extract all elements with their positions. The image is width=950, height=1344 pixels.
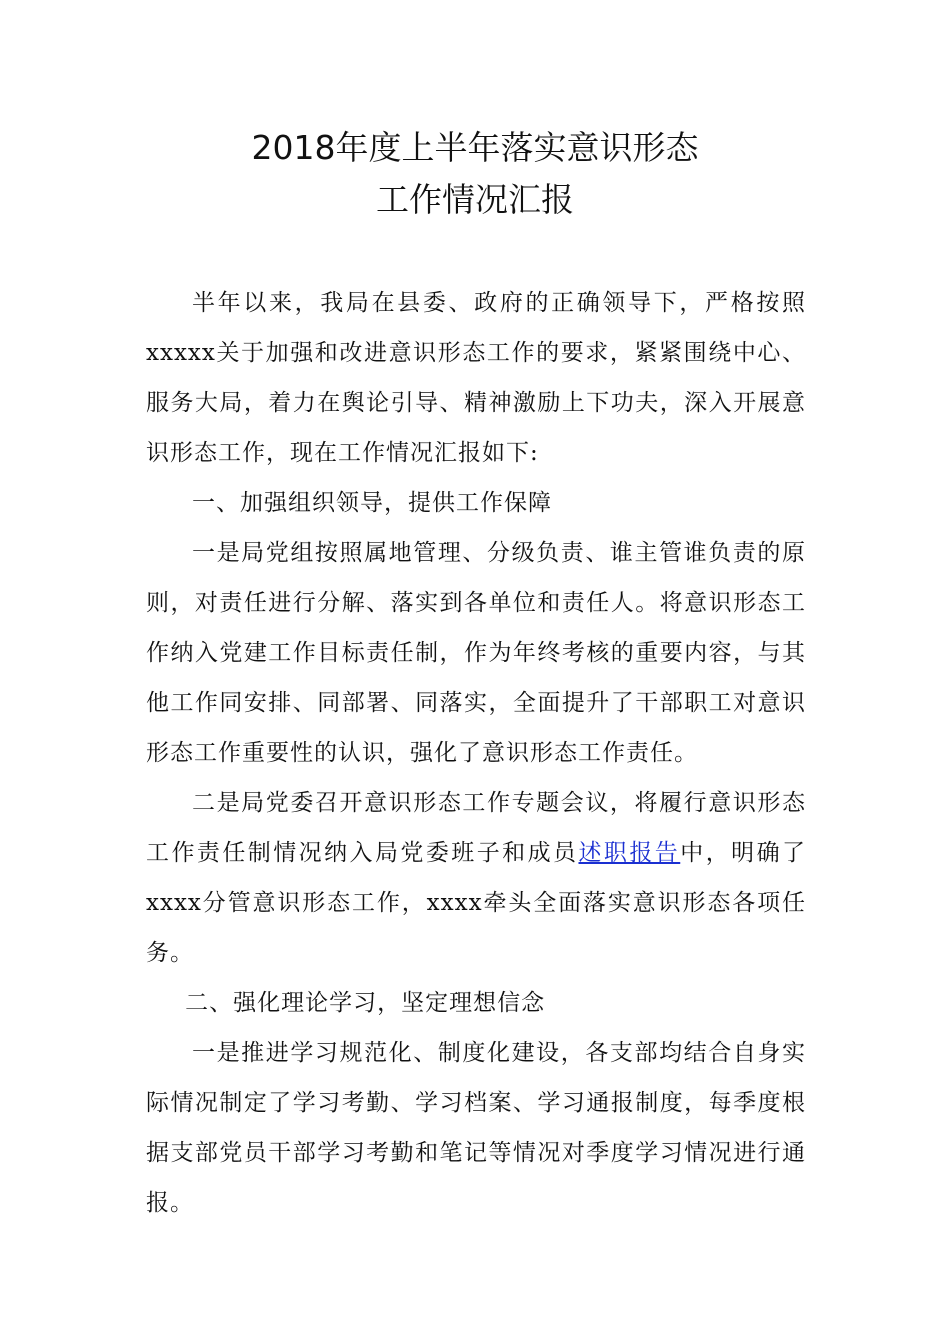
section-2-heading: 二、强化理论学习，坚定理想信念 [185,990,546,1016]
section-1-paragraph-2 [146,778,806,978]
document-title-line-1: 2018年度上半年落实意识形态 [251,128,699,167]
document-title-line-2: 工作情况汇报 [376,180,574,219]
report-link[interactable]: 述职报告 [578,840,681,866]
section-2-paragraph-1: 一是推进学习规范化、制度化建设，各支部均结合自身实际情况制定了学习考勤、学习档案、学习通报制度，每季度根据支部党员干部学习考勤和笔记等情况对季度学习情况进行通报。 [146,1040,806,1216]
document-body [146,278,806,1228]
section-1-paragraph-1: 一是局党组按照属地管理、分级负责、谁主管谁负责的原则，对责任进行分解、落实到各单位和责任人。将意识形态工作纳入党建工作目标责任制，作为年终考核的重要内容，与其他工作同安排、同部署、同落实，全面提升了干部职工对意识形态工作重要性的认识，强化了意识形态工作责任。 [146,540,806,766]
intro-paragraph: 半年以来，我局在县委、政府的正确领导下，严格按照xxxxx关于加强和改进意识形态工作的要求，紧紧围绕中心、服务大局，着力在舆论引导、精神激励上下功夫，深入开展意识形态工作，现在工作情况汇报如下: [146,290,806,466]
section-1-heading: 一、加强组织领导，提供工作保障 [192,490,552,516]
paragraph-text-after-link: 中，明确了xxxx分管意识形态工作，xxxx牵头全面落实意识形态各项任务。 [146,840,807,966]
paragraph-text-before-link: 二是局党委召开意识形态工作专题会议，将履行意识形态工作责任制情况纳入局党委班子和成员 [146,790,806,866]
